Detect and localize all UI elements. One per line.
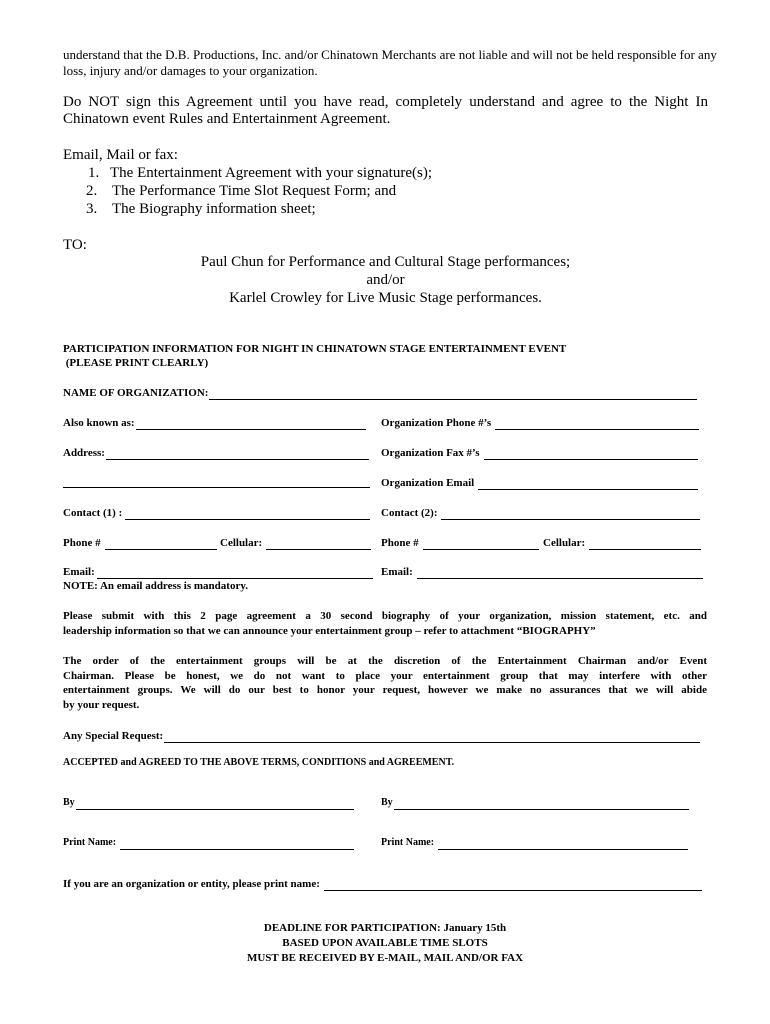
- address-field[interactable]: [63, 446, 369, 460]
- phone-1-label: Phone #: [63, 537, 101, 549]
- org-email-field[interactable]: [381, 476, 698, 490]
- cellular-1-field[interactable]: [220, 536, 371, 550]
- org-fax-input-line[interactable]: [484, 448, 698, 460]
- cellular-1-input-line[interactable]: [266, 538, 371, 550]
- submit-item-1-num: 1.: [88, 165, 100, 181]
- contact-1-field[interactable]: [63, 506, 370, 520]
- deadline-line-3: MUST BE RECEIVED BY E-MAIL, MAIL AND/OR FAX: [246, 952, 524, 964]
- order-line-1: The order of the entertainment groups will be at the discretion of the Entertainment Chairman and/or Event: [63, 655, 707, 667]
- email-2-label: Email:: [381, 566, 413, 578]
- email-2-field[interactable]: [381, 565, 703, 579]
- intro-line-2: loss, injury and/or damages to your organization.: [63, 63, 318, 78]
- phone-2-label: Phone #: [381, 537, 419, 549]
- to-label: TO:: [63, 237, 87, 253]
- print-name-2-field[interactable]: [381, 836, 688, 850]
- signature-by-2-field[interactable]: [381, 796, 689, 810]
- print-name-1-field[interactable]: [63, 836, 354, 850]
- contact-1-label: Contact (1) :: [63, 507, 123, 519]
- print-name-2-input-line[interactable]: [438, 838, 688, 850]
- phone-1-field[interactable]: [63, 536, 217, 550]
- contact-1-input-line[interactable]: [125, 508, 370, 520]
- to-line-2: and/or: [366, 272, 405, 288]
- org-phone-label: Organization Phone #’s: [381, 417, 492, 429]
- participation-subheading: (PLEASE PRINT CLEARLY): [63, 357, 209, 369]
- email-1-input-line[interactable]: [97, 567, 373, 579]
- entity-name-field[interactable]: [63, 877, 702, 891]
- cellular-2-label: Cellular:: [543, 537, 586, 549]
- email-1-field[interactable]: [63, 565, 373, 579]
- biography-line-1: Please submit with this 2 page agreement a 30 second biography of your organization, mission statement, etc. and: [63, 610, 707, 622]
- org-phone-input-line[interactable]: [495, 418, 699, 430]
- cellular-1-label: Cellular:: [220, 537, 263, 549]
- org-fax-label: Organization Fax #’s: [381, 447, 480, 459]
- org-email-input-line[interactable]: [478, 478, 698, 490]
- warning-line-1: Do NOT sign this Agreement until you have read, completely understand and agree to the Night In: [63, 94, 708, 110]
- submit-item-1: The Entertainment Agreement with your signature(s);: [110, 165, 432, 181]
- address-line-2-field[interactable]: [63, 476, 370, 488]
- print-name-2-label: Print Name:: [381, 837, 435, 848]
- cellular-2-input-line[interactable]: [589, 538, 701, 550]
- signature-by-2-input-line[interactable]: [394, 798, 689, 810]
- address-line-2-input-line[interactable]: [63, 476, 370, 488]
- special-request-field[interactable]: [63, 729, 700, 743]
- special-request-label: Any Special Request:: [63, 730, 164, 742]
- org-fax-field[interactable]: [381, 446, 698, 460]
- print-name-1-label: Print Name:: [63, 837, 117, 848]
- signature-by-1-label: By: [63, 797, 75, 808]
- email-2-input-line[interactable]: [417, 567, 703, 579]
- signature-by-2-label: By: [381, 797, 393, 808]
- email-1-label: Email:: [63, 566, 95, 578]
- order-paragraph: [63, 654, 707, 712]
- org-phone-field[interactable]: [381, 416, 699, 430]
- entity-name-label: If you are an organization or entity, please print name:: [63, 878, 320, 890]
- aka-label: Also known as:: [63, 417, 135, 429]
- biography-line-2: leadership information so that we can announce your entertainment group – refer to attachment “BIOGRAPHY”: [63, 624, 596, 637]
- biography-paragraph: [63, 609, 707, 638]
- contact-2-field[interactable]: [381, 506, 700, 520]
- contact-2-input-line[interactable]: [441, 508, 700, 520]
- entity-name-input-line[interactable]: [324, 879, 702, 891]
- submit-heading: Email, Mail or fax:: [63, 147, 178, 163]
- deadline-line-1: DEADLINE FOR PARTICIPATION: January 15th: [263, 922, 507, 934]
- submit-item-3-num: 3.: [86, 201, 98, 217]
- participation-heading: PARTICIPATION INFORMATION FOR NIGHT IN CHINATOWN STAGE ENTERTAINMENT EVENT: [63, 343, 567, 355]
- order-line-4: by your request.: [63, 698, 140, 711]
- signature-by-1-input-line[interactable]: [76, 798, 354, 810]
- deadline-line-2: BASED UPON AVAILABLE TIME SLOTS: [282, 937, 488, 949]
- address-label: Address:: [63, 447, 105, 459]
- special-request-input-line[interactable]: [164, 731, 700, 743]
- email-note: NOTE: An email address is mandatory.: [63, 580, 248, 592]
- phone-1-input-line[interactable]: [105, 538, 217, 550]
- address-input-line[interactable]: [106, 448, 369, 460]
- submit-item-2-num: 2.: [86, 183, 98, 199]
- org-name-field[interactable]: [63, 386, 697, 400]
- cellular-2-field[interactable]: [543, 536, 701, 550]
- warning-line-2: Chinatown event Rules and Entertainment Agreement.: [63, 111, 391, 127]
- org-name-input-line[interactable]: [209, 388, 697, 400]
- intro-line-1: understand that the D.B. Productions, Inc. and/or Chinatown Merchants are not liable and will not be held responsible for any: [63, 47, 717, 62]
- submit-item-3: The Biography information sheet;: [112, 201, 316, 217]
- to-line-1: Paul Chun for Performance and Cultural Stage performances;: [200, 254, 571, 270]
- order-line-2: Chairman. Please be honest, we do not want to place your entertainment group that may interfere with other: [63, 669, 707, 682]
- contact-2-label: Contact (2):: [381, 507, 438, 519]
- org-name-label: NAME OF ORGANIZATION:: [63, 387, 209, 399]
- submit-item-2: The Performance Time Slot Request Form; and: [112, 183, 397, 199]
- phone-2-field[interactable]: [381, 536, 539, 550]
- aka-field[interactable]: [63, 416, 366, 430]
- aka-input-line[interactable]: [136, 418, 366, 430]
- to-line-3: Karlel Crowley for Live Music Stage performances.: [229, 290, 542, 306]
- phone-2-input-line[interactable]: [423, 538, 539, 550]
- accepted-statement: ACCEPTED and AGREED TO THE ABOVE TERMS, CONDITIONS and AGREEMENT.: [63, 757, 455, 768]
- org-email-label: Organization Email: [381, 477, 475, 489]
- signature-by-1-field[interactable]: [63, 796, 354, 810]
- order-line-3: entertainment groups. We will do our best to honor your request, however we make no assurances that we will abide: [63, 684, 707, 696]
- print-name-1-input-line[interactable]: [120, 838, 354, 850]
